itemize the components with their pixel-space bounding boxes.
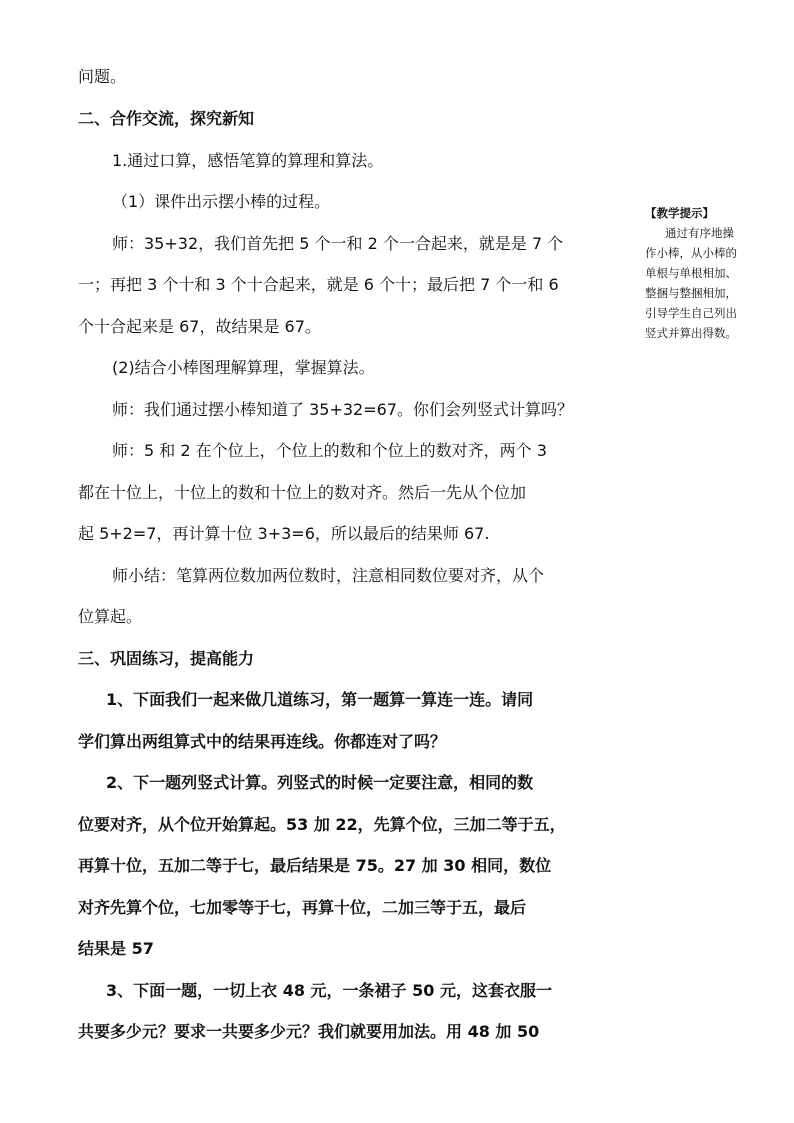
sidebar-line: 通过有序地操	[665, 226, 734, 240]
exercise-line: 再算十位，五加二等于七，最后结果是 75。27 加 30 相同，数位	[78, 856, 552, 875]
sidebar-line: 竖式并算出得数。	[645, 326, 737, 340]
exercise-line: 结果是 57	[78, 939, 154, 958]
sidebar-line: 单根与单根相加、	[645, 266, 737, 280]
section-heading: 三、巩固练习，提高能力	[78, 649, 255, 668]
text-line: 都在十位上，十位上的数和十位上的数对齐。然后一先从个位加	[78, 483, 527, 502]
summary-line: 师小结：笔算两位数加两位数时，注意相同数位要对齐，从个	[112, 566, 545, 585]
text-line: 起 5+2=7，再计算十位 3+3=6，所以最后的结果师 67.	[78, 524, 490, 543]
text-line: 位算起。	[78, 607, 143, 626]
exercise-line: 2、下一题列竖式计算。列竖式的时候一定要注意，相同的数	[106, 773, 534, 792]
text-line: 1.通过口算，感悟笔算的算理和算法。	[112, 151, 384, 170]
exercise-line: 共要多少元？要求一共要多少元？我们就要用加法。用 48 加 50	[78, 1022, 540, 1041]
exercise-line: 位要对齐，从个位开始算起。53 加 22，先算个位，三加二等于五，	[78, 815, 566, 834]
exercise-line: 1、下面我们一起来做几道练习，第一题算一算连一连。请同	[106, 690, 534, 709]
text-line: （1）课件出示摆小棒的过程。	[112, 192, 331, 211]
sidebar-line: 整捆与整捆相加，	[645, 286, 737, 300]
text-line: 个十合起来是 67，故结果是 67。	[78, 317, 321, 336]
sidebar-line: 作小棒，从小棒的	[645, 246, 737, 260]
sidebar-title: 【教学提示】	[645, 206, 714, 220]
sidebar-line: 引导学生自己列出	[645, 306, 737, 320]
text-line: (2)结合小棒图理解算理，掌握算法。	[112, 358, 375, 377]
text-line: 师：35+32，我们首先把 5 个一和 2 个一合起来，就是是 7 个	[112, 234, 564, 253]
text-line: 师：5 和 2 在个位上，个位上的数和个位上的数对齐，两个 3	[112, 441, 547, 460]
exercise-line: 3、下面一题，一切上衣 48 元，一条裙子 50 元，这套衣服一	[106, 981, 552, 1000]
section-heading: 二、合作交流，探究新知	[78, 109, 255, 128]
text-line: 师：我们通过摆小棒知道了 35+32=67。你们会列竖式计算吗？	[112, 400, 573, 419]
teaching-tip-sidebar	[645, 203, 765, 343]
exercise-line: 学们算出两组算式中的结果再连线。你都连对了吗？	[78, 732, 447, 751]
text-line: 问题。	[78, 67, 127, 86]
text-line: 一；再把 3 个十和 3 个十合起来，就是 6 个十；最后把 7 个一和 6	[78, 275, 559, 294]
exercise-line: 对齐先算个位，七加零等于七，再算十位，二加三等于五，最后	[78, 898, 527, 917]
